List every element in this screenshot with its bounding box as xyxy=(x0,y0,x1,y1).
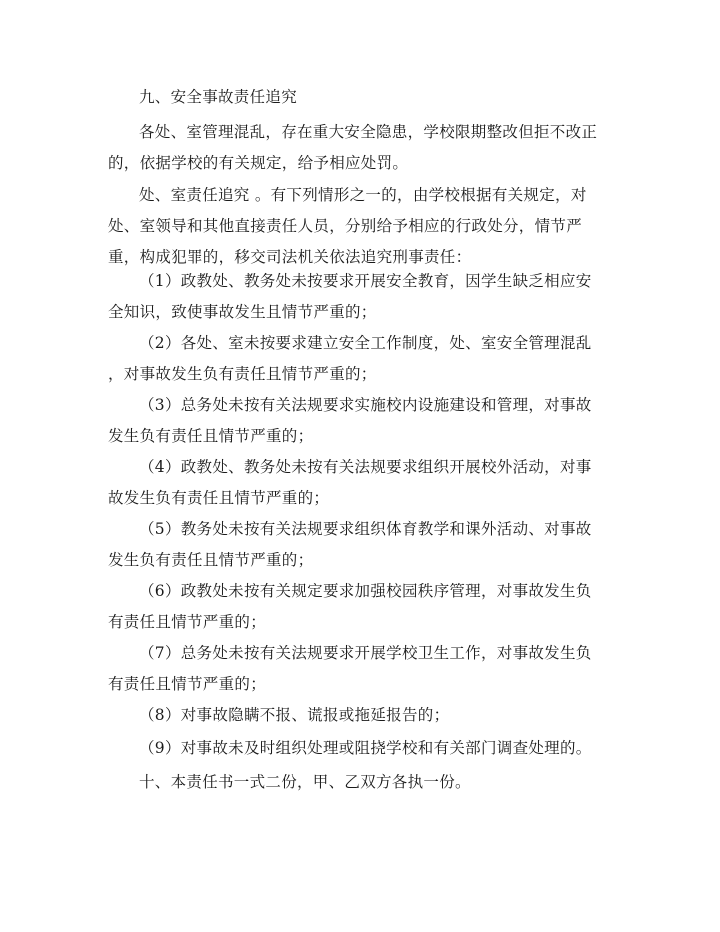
text-line: 十、本责任书一式二份，甲、乙双方各执一份。 xyxy=(139,773,471,791)
section-heading-ten xyxy=(108,767,618,798)
section-heading-nine xyxy=(108,82,618,113)
text-line: 全知识，致使事故发生且情节严重的； xyxy=(108,303,377,321)
text-line: （8）对事故隐瞒不报、谎报或拖延报告的； xyxy=(139,706,450,724)
list-item-1 xyxy=(108,266,618,328)
list-item-9 xyxy=(108,733,618,764)
text-line: 处、室责任追究 。有下列情形之一的，由学校根据有关规定，对 xyxy=(139,186,587,204)
text-line: 九、安全事故责任追究 xyxy=(139,88,298,106)
text-line: （6）政教处未按有关规定要求加强校园秩序管理，对事故发生负 xyxy=(139,582,592,600)
text-line: （5）教务处未按有关法规要求组织体育教学和课外活动、对事故 xyxy=(139,520,592,538)
text-line: （7）总务处未按有关法规要求开展学校卫生工作，对事故发生负 xyxy=(139,644,592,662)
list-item-5 xyxy=(108,514,618,576)
text-line: 发生负有责任且情节严重的； xyxy=(108,551,314,569)
text-line: （3）总务处未按有关法规要求实施校内设施建设和管理，对事故 xyxy=(139,396,592,414)
list-item-4 xyxy=(108,452,618,514)
list-item-7 xyxy=(108,638,618,700)
text-line: 重，构成犯罪的，移交司法机关依法追究刑事责任： xyxy=(108,248,472,266)
list-item-3 xyxy=(108,390,618,452)
list-item-2 xyxy=(108,328,618,390)
list-item-6 xyxy=(108,576,618,638)
text-line: 发生负有责任且情节严重的； xyxy=(108,427,314,445)
text-line: ，对事故发生负有责任且情节严重的； xyxy=(108,365,377,383)
paragraph-responsibility xyxy=(108,180,618,273)
text-line: （4）政教处、教务处未按有关法规要求组织开展校外活动，对事 xyxy=(139,458,592,476)
text-line: 各处、室管理混乱，存在重大安全隐患，学校限期整改但拒不改正 xyxy=(139,123,598,141)
paragraph-management xyxy=(108,117,618,179)
text-line: （2）各处、室未按要求建立安全工作制度，处、室安全管理混乱 xyxy=(139,334,592,352)
text-line: （1）政教处、教务处未按要求开展安全教育，因学生缺乏相应安 xyxy=(139,272,592,290)
text-line: 的，依据学校的有关规定，给予相应处罚。 xyxy=(108,154,409,172)
text-line: 故发生负有责任且情节严重的； xyxy=(108,489,330,507)
text-line: 处、室领导和其他直接责任人员，分别给予相应的行政处分，情节严 xyxy=(108,217,583,235)
text-line: 有责任且情节严重的； xyxy=(108,675,267,693)
text-line: （9）对事故未及时组织处理或阻挠学校和有关部门调查处理的。 xyxy=(139,739,592,757)
list-item-8 xyxy=(108,700,618,731)
text-line: 有责任且情节严重的； xyxy=(108,613,267,631)
